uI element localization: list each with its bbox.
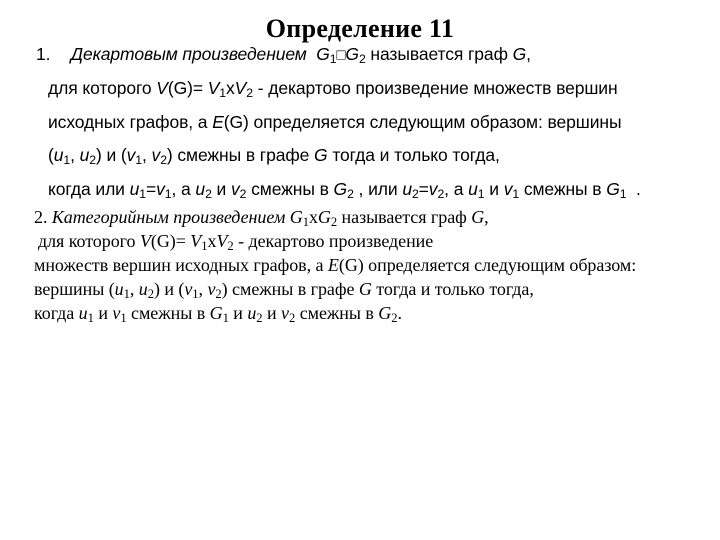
def2-term: Категорийным произведением	[51, 207, 286, 227]
def2-line-1: 2. Категорийным произведением $G_1xG_2$ называется граф G,	[34, 207, 489, 230]
def2-line-2: для которого $V(G)= V_1xV_2$ - декартово произведение	[38, 231, 434, 254]
def1-term: Декартовым произведением	[70, 44, 307, 64]
def1-line-2: для которого $V(G)= V_1xV_2$ - декартово произведение множеств вершин	[48, 78, 618, 101]
product-symbol-icon: □	[336, 46, 346, 64]
def2-number: 2.	[34, 207, 48, 227]
slide-title: Определение 11	[265, 14, 455, 43]
def2-line-3: множеств вершин исходных графов, а E(G) определяется следующим образом:	[34, 255, 637, 275]
def1-line-4: ($u_1$, $u_2$) и ($v_1$, $v_2$) смежны в графе G тогда и только тогда,	[48, 145, 500, 168]
def2-line-5: когда $u_1$ и $v_1$ смежны в $G_1$ и $u_2$ и $v_2$ смежны в $G_2$.	[34, 303, 402, 326]
def2-line-4: вершины ($u_1$, $u_2$) и ($v_1$, $v_2$) смежны в графе G тогда и только тогда,	[34, 279, 534, 302]
def1-line-3: исходных графов, а E(G) определяется следующим образом: вершины	[48, 112, 622, 132]
def1-line-5: когда или $u_1=v_1$, а $u_2$ и $v_2$ смежны в $G_2$ , или $u_2=v_2$, а $u_1$ и $v_1$ смежны в $G_1$ .	[48, 179, 641, 202]
def1-line-1: 1. Декартовым произведением $G_1□G_2$ называется граф G,	[36, 44, 531, 67]
def1-number: 1.	[36, 44, 51, 64]
